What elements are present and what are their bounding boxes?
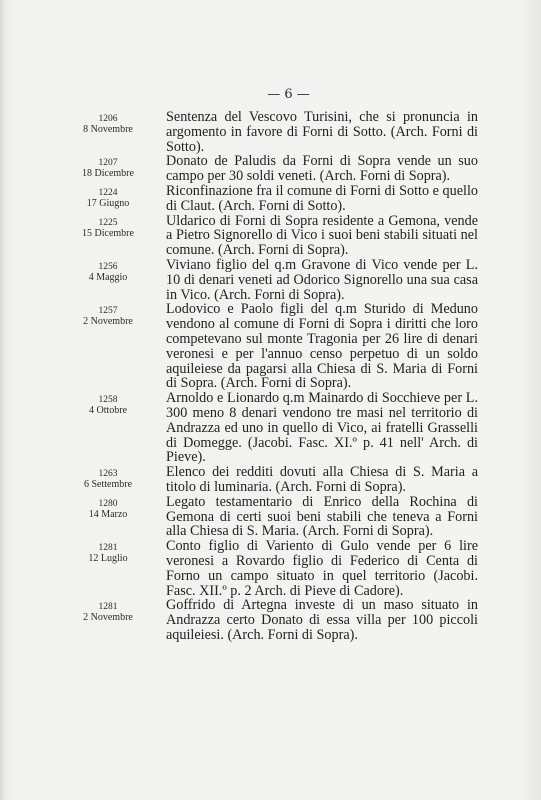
entry-year: 1207 xyxy=(98,158,118,169)
entry-text: Uldarico di Forni di Sopra residente a Gemona, vende a Pietro Signorello di Vico i suoi beni stabili situati nel comune. (Arch. Forni di Sopra). xyxy=(166,212,478,259)
entry-date xyxy=(58,154,158,179)
entry-year: 1257 xyxy=(98,306,118,317)
entry-date xyxy=(58,258,158,283)
entry-day: 12 Luglio xyxy=(88,553,128,565)
entry-year: 1281 xyxy=(98,602,118,613)
list-item xyxy=(0,154,541,184)
entry-day: 14 Marzo xyxy=(88,508,128,520)
entry-text: Goffrido di Artegna investe di un maso situato in Andrazza certo Donato di essa villa per 100 piccoli aquileiesi. (Arch. Forni di Sopra). xyxy=(166,597,478,643)
entry-date xyxy=(58,495,158,520)
entry-day: 4 Maggio xyxy=(88,271,128,283)
entry-year: 1225 xyxy=(98,217,118,228)
entry-day: 2 Novembre xyxy=(83,316,133,328)
entry-day: 17 Giugno xyxy=(86,197,130,209)
list-item xyxy=(0,302,541,391)
entry-year: 1224 xyxy=(98,187,118,198)
entry-text: Lodovico e Paolo figli del q.m Sturido di Meduno vendono al comune di Forni di Sopra i diritti che loro competevano sul monte Tragonia per 26 lire di denari veronesi e per l'annuo censo perpetuo di un soldo aquileiese da pagarsi alla Chiesa di S. Maria di Forni di Sopra. (Arch. Forni di Sopra). xyxy=(166,301,478,392)
page-number: — 6 — xyxy=(267,87,310,102)
entry-text: Legato testamentario di Enrico della Rochina di Gemona di certi suoi beni stabili che teneva a Forni alla Chiesa di S. Maria. (Arch. Forni di Sopra). xyxy=(166,493,478,540)
entry-day: 15 Dicembre xyxy=(82,227,134,239)
entry-day: 2 Novembre xyxy=(83,612,133,624)
entry-year: 1263 xyxy=(98,469,118,480)
entry-year: 1206 xyxy=(98,114,118,124)
entry-year: 1258 xyxy=(98,395,118,406)
entry-day: 6 Settembre xyxy=(83,479,133,491)
entry-day: 4 Ottobre xyxy=(88,405,128,417)
entry-date xyxy=(58,391,158,416)
list-item xyxy=(0,598,541,642)
entry-date xyxy=(58,110,158,135)
entry-year: 1280 xyxy=(98,498,118,509)
entry-date xyxy=(58,539,158,564)
regesti-list xyxy=(0,110,541,643)
entry-day: 8 Novembre xyxy=(83,124,133,135)
list-item xyxy=(0,110,541,154)
list-item xyxy=(0,391,541,465)
entry-text: Sentenza del Vescovo Turisini, che si pronuncia in argomento in favore di Forni di Sotto. (Arch. Forni di Sotto). xyxy=(166,109,478,155)
list-item xyxy=(0,258,541,302)
list-item xyxy=(0,539,541,598)
entry-date xyxy=(58,302,158,327)
entry-text: Viviano figlio del q.m Gravone di Vico vende per L. 10 di denari veneti ad Odorico Signorello una sua casa in Vico. (Arch. Forni di Sopra). xyxy=(166,256,478,303)
entry-text: Riconfinazione fra il comune di Forni di Sotto e quello di Claut. (Arch. Forni di Sotto). xyxy=(166,182,478,214)
entry-date xyxy=(58,214,158,239)
entry-text: Conto figlio di Variento di Gulo vende per 6 lire veronesi a Rovardo figlio di Federico di Centa di Forno un campo situato in quel territorio (Jacobi. Fasc. XII.º p. 2 Arch. di Pieve di Cadore). xyxy=(166,538,478,599)
list-item xyxy=(0,495,541,539)
entry-text: Elenco dei redditi dovuti alla Chiesa di S. Maria a titolo di luminaria. (Arch. Forni di Sopra). xyxy=(166,464,478,495)
entry-text: Donato de Paludis da Forni di Sopra vende un suo campo per 30 soldi veneti. (Arch. Forni di Sopra). xyxy=(166,153,478,185)
list-item xyxy=(0,214,541,258)
entry-year: 1256 xyxy=(98,261,118,272)
entry-date xyxy=(58,465,158,490)
entry-text: Arnoldo e Lionardo q.m Mainardo di Socchieve per L. 300 meno 8 denari vendono tre masi nel territorio di Andrazza ed uno in quello di Vico, ai fratelli Grasselli di Domegge. (Jacobi. Fasc. XI.º p. 41 nell' Arch. di Pieve). xyxy=(166,390,478,466)
entry-date xyxy=(58,184,158,209)
entry-year: 1281 xyxy=(98,543,118,554)
entry-day: 18 Dicembre xyxy=(82,168,134,180)
list-item xyxy=(0,465,541,495)
entry-date xyxy=(58,598,158,623)
list-item xyxy=(0,184,541,214)
